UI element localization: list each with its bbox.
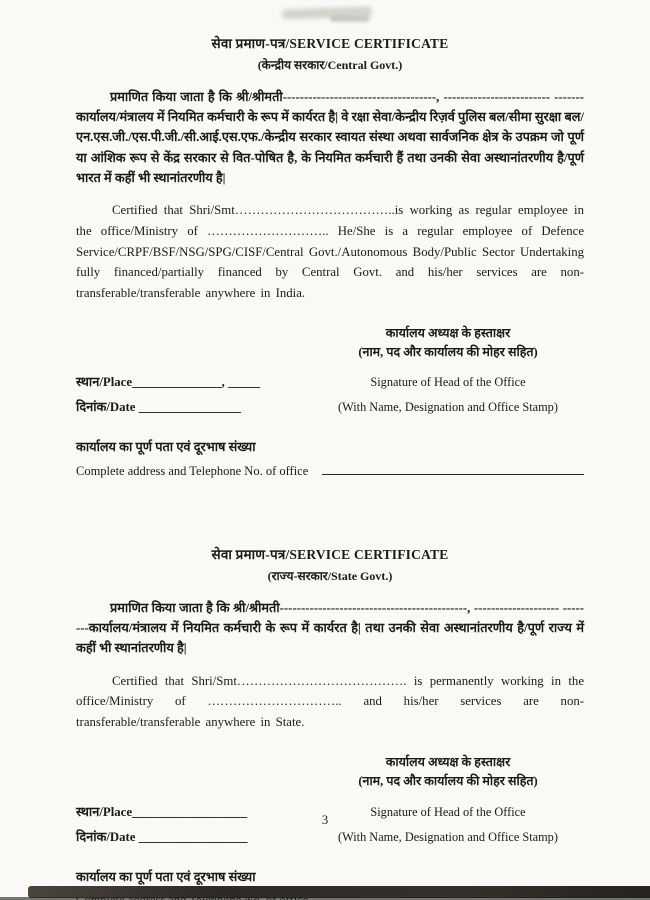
address-label-english: Complete address and Telephone No. of office — [76, 463, 309, 478]
certificate-title: सेवा प्रमाण-पत्र/SERVICE CERTIFICATE — [211, 36, 449, 51]
place-row — [76, 372, 584, 390]
certificate-subtitle: (राज्य-सरकार/State Govt.) — [267, 568, 393, 583]
signature-note-hindi: (नाम, पद और कार्यालय की मोहर सहित) — [358, 345, 538, 360]
certificate-body-english: Certified that Shri/Smt…………………………………. is permanently working in the office/Ministry of ………………………….. and his/her services are non-transferable/transferable anywhere in State. — [76, 673, 584, 730]
signature-note-english: (With Name, Designation and Office Stamp) — [338, 829, 558, 844]
date-row — [76, 397, 584, 415]
date-label: दिनांक/Date — [76, 829, 136, 844]
signature-block — [76, 324, 584, 363]
signature-note-hindi: (नाम, पद और कार्यालय की मोहर सहित) — [358, 774, 538, 789]
date-field — [76, 397, 241, 415]
signature-line-hindi: कार्यालय अध्यक्ष के हस्ताक्षर — [385, 754, 511, 769]
certificate-body-english: Certified that Shri/Smt………………………………..is working as regular employee in the office/Ministry of ……………………….. He/She is a regular employee of Defence Service/CRPF/BSF/NSG/SPG/CISF/Central Govt./Autonomous Body/Public Sector Undertaking fully financed/partially financed by Central Govt. and his/her services are non-transferable/transferable anywhere in India. — [76, 203, 584, 300]
certificate-subtitle: (केन्द्रीय सरकार/Central Govt.) — [257, 58, 403, 72]
date-blank: ________________ — [138, 400, 242, 415]
date-label: दिनांक/Date — [76, 400, 136, 415]
signature-line-english: Signature of Head of the Office — [370, 375, 526, 390]
place-blank: __________________ — [132, 804, 248, 819]
place-field — [76, 372, 260, 390]
place-label: स्थान/Place — [76, 375, 133, 390]
address-label-hindi: कार्यालय का पूर्ण पता एवं दूरभाष संख्या — [76, 440, 256, 455]
signature-block — [76, 753, 584, 792]
place-blank: ______________, _____ — [132, 375, 260, 390]
place-label: स्थान/Place — [76, 804, 133, 819]
signature-note-english: (With Name, Designation and Office Stamp) — [338, 400, 558, 415]
address-label-hindi: कार्यालय का पूर्ण पता एवं दूरभाष संख्या — [76, 869, 256, 884]
state-govt-certificate-section — [76, 545, 584, 900]
scan-smudge — [330, 16, 370, 22]
certificate-body-hindi: प्रमाणित किया जाता है कि श्री/श्रीमती--------------------------------------------, -------------------- --------कार्यालय/मंत्रालय में नियमित कर्मचारी के रूप में कार्यरत है| तथा उनकी सेवा अस्थानांतरणीय है/पूर्ण राज्य में कहीं भी स्थानांतरणीय है| — [76, 600, 584, 656]
certificate-body-hindi: प्रमाणित किया जाता है कि श्री/श्रीमती------------------------------------, ------------------------- ------- कार्यालय/मंत्रालय में नियमित कर्मचारी के रूप में कार्यरत है| वे रक्षा सेवा/केन्द्रीय रिज़र्व पुलिस बल/सीमा सुरक्षा बल/एन.एस.जी./एस.पी.जी./सी.आई.एस.एफ./केन्द्रीय सरकार स्वायत संस्था अथवा सार्वजनिक क्षेत्र के उपक्रम जो पूर्ण या आंशिक रूप से केंद्र सरकार से वित-पोषित है, के नियमित कर्मचारी हैं तथा उनकी सेवा अस्थानांतरणीय है/पूर्ण भारत में कहीं भी स्थानांतरणीय है| — [76, 90, 584, 185]
certificate-title: सेवा प्रमाण-पत्र/SERVICE CERTIFICATE — [211, 546, 449, 562]
address-block — [76, 437, 584, 479]
date-row — [76, 827, 584, 845]
signature-line-hindi: कार्यालय अध्यक्ष के हस्ताक्षर — [385, 325, 511, 340]
page-number: 3 — [321, 812, 329, 827]
signature-line-english: Signature of Head of the Office — [370, 804, 526, 819]
date-field — [76, 827, 247, 845]
address-blank-line — [322, 461, 584, 475]
central-govt-certificate-section — [76, 34, 584, 479]
date-blank: _________________ — [138, 829, 248, 844]
